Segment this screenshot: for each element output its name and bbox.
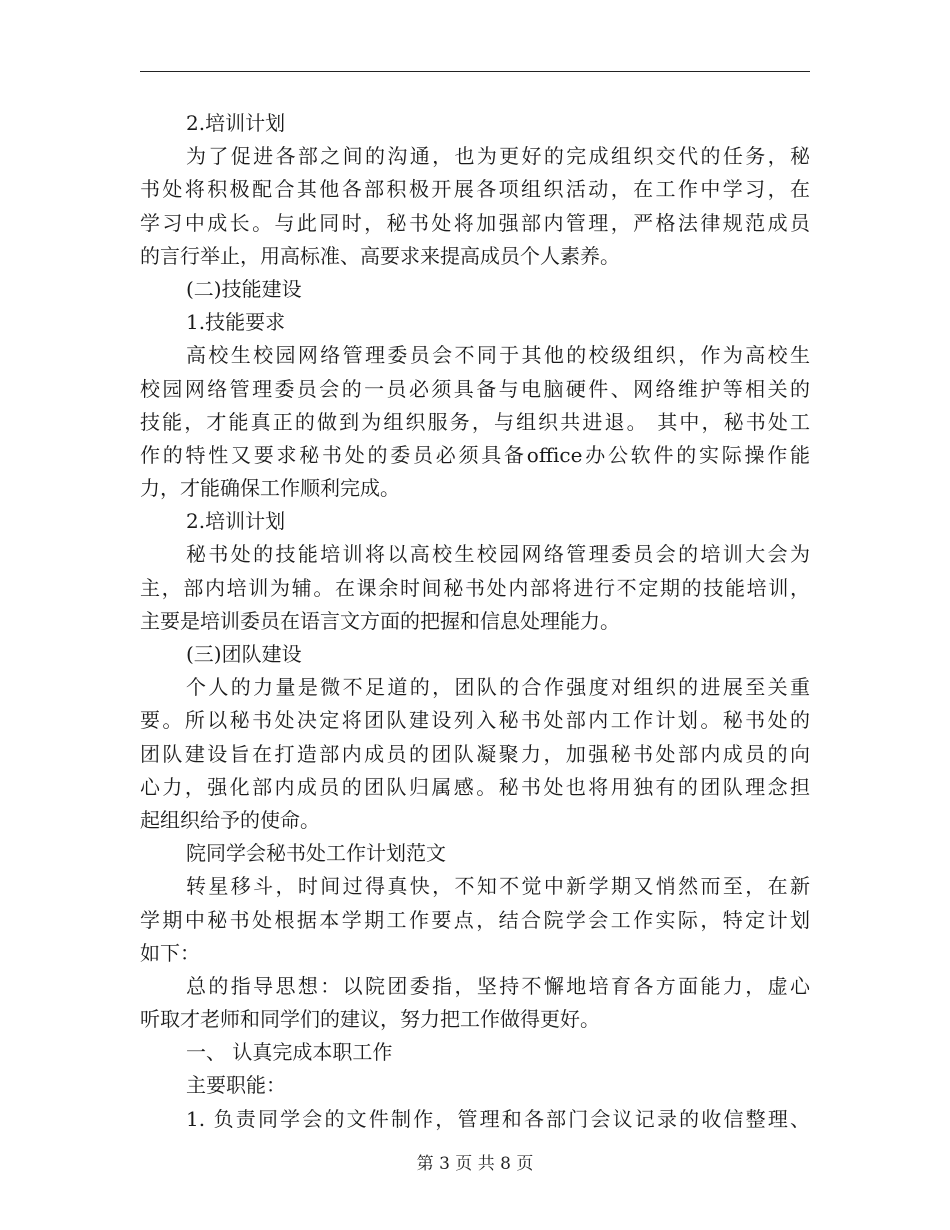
section-heading: 一、 认真完成本职工作: [186, 1040, 393, 1065]
text-line: 2.培训计划: [186, 111, 286, 135]
text-line: 校园网络管理委员会的一员必须具备与电脑硬件、网络维护等相关的: [140, 376, 810, 401]
text-line: 团队建设旨在打造部内成员的团队凝聚力，加强秘书处部内成员的向: [140, 741, 810, 766]
subsection-heading: 1.技能要求: [186, 310, 286, 335]
text-line: 高校生校园网络管理委员会不同于其他的校级组织，作为高校生: [186, 343, 810, 368]
text-line: 秘书处的技能培训将以高校生校园网络管理委员会的培训大会为: [186, 542, 810, 567]
text-line: 学习中成长。与此同时，秘书处将加强部内管理，严格法律规范成员: [140, 210, 810, 235]
text-line: 要。所以秘书处决定将团队建设列入秘书处部内工作计划。秘书处的: [140, 708, 810, 733]
text-line: 力，才能确保工作顺利完成。: [140, 476, 400, 501]
section-heading: (三)团队建设: [186, 642, 302, 666]
subsection-heading: 主要职能：: [186, 1073, 286, 1098]
header-rule: [140, 71, 810, 72]
text-line: 起组织给予的使命。: [140, 807, 320, 832]
section-heading: (二)技能建设: [186, 276, 302, 301]
text-line: 学期中秘书处根据本学期工作要点，结合院学会工作实际，特定计划: [140, 907, 810, 932]
text-line: 总的指导思想：以院团委指，坚持不懈地培育各方面能力，虚心: [186, 973, 810, 998]
subsection-heading: 2.培训计划: [186, 509, 286, 534]
page-number-footer: 第 3 页 共 8 页: [416, 1154, 534, 1174]
document-title: 院同学会秘书处工作计划范文: [186, 841, 446, 866]
text-line: 为了促进各部之间的沟通，也为更好的完成组织交代的任务，秘: [186, 144, 810, 169]
text-line: 1. 负责同学会的文件制作，管理和各部门会议记录的收信整理、: [186, 1106, 810, 1131]
text-line: 个人的力量是微不足道的，团队的合作强度对组织的进展至关重: [186, 675, 810, 700]
text-line: 听取才老师和同学们的建议，努力把工作做得更好。: [140, 1007, 600, 1032]
text-line: 如下：: [140, 940, 200, 965]
text-line: 技能，才能真正的做到为组织服务，与组织共进退。 其中，秘书处工: [140, 409, 810, 434]
text-line: 书处将积极配合其他各部积极开展各项组织活动，在工作中学习，在: [140, 177, 810, 202]
text-line: 主，部内培训为辅。在课余时间秘书处内部将进行不定期的技能培训，: [140, 575, 810, 600]
text-line: 心力，强化部内成员的团队归属感。秘书处也将用独有的团队理念担: [140, 774, 810, 799]
text-line: 转星移斗，时间过得真快，不知不觉中新学期又悄然而至，在新: [186, 874, 810, 899]
text-line: 主要是培训委员在语言文方面的把握和信息处理能力。: [140, 608, 620, 633]
document-body: [140, 107, 810, 1136]
text-line: 作的特性又要求秘书处的委员必须具备office办公软件的实际操作能: [140, 442, 810, 467]
text-line: 的言行举止，用高标准、高要求来提高成员个人素养。: [140, 243, 620, 268]
